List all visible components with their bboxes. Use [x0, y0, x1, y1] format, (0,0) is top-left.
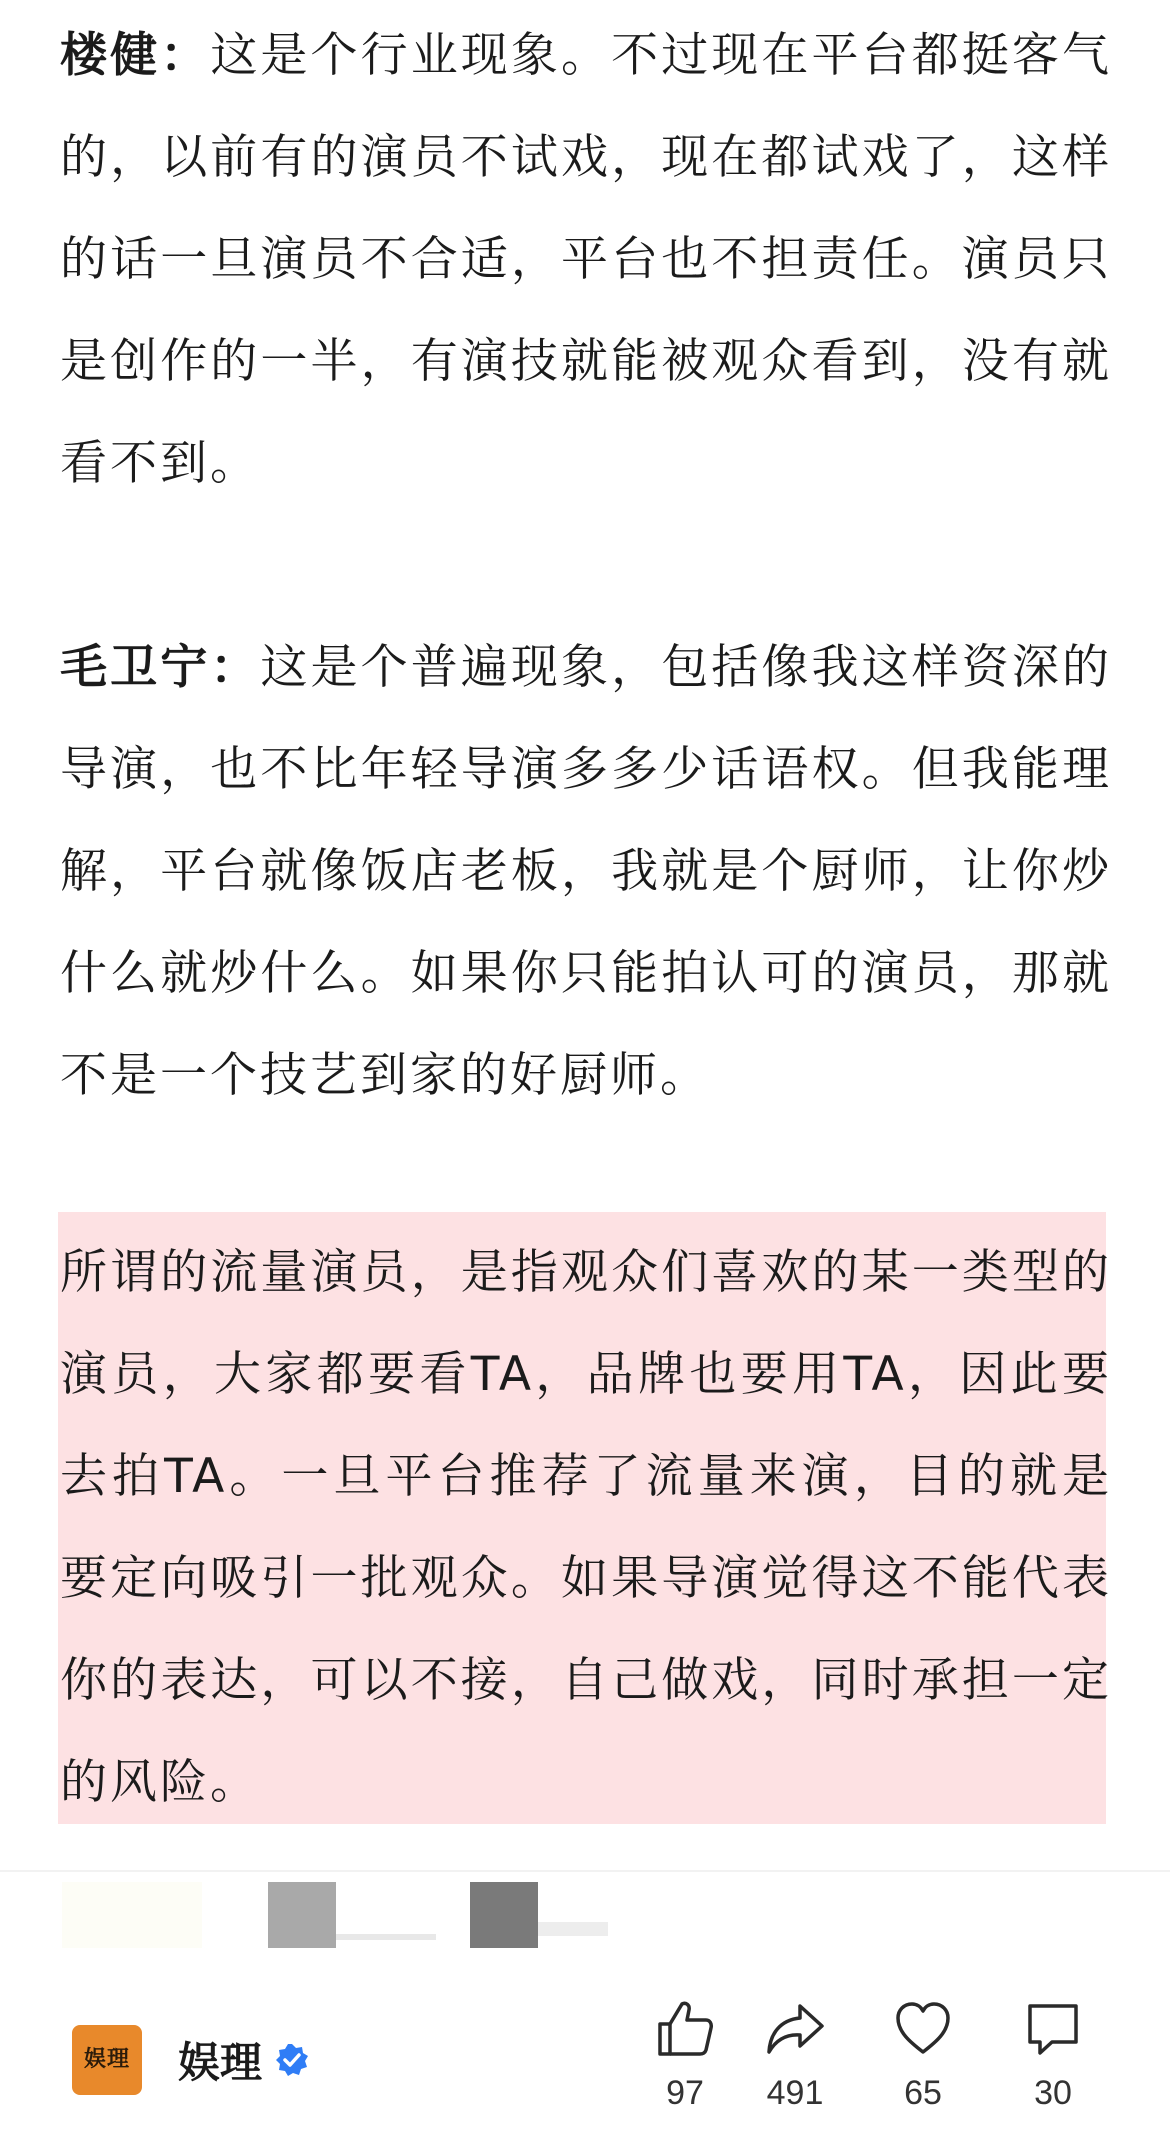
- verified-badge-icon: [274, 2042, 310, 2078]
- share-count: 491: [766, 2074, 824, 2112]
- paragraph-text: 这是个行业现象。不过现在平台都挺客气的，以前有的演员不试戏，现在都试戏了，这样的话一旦演员不合适，平台也不担责任。演员只是创作的一半，有演技就能被观众看到，没有就看不到。: [60, 28, 1113, 491]
- thumbnail: [62, 1882, 202, 1948]
- author-info[interactable]: [72, 2020, 310, 2100]
- heart-icon: [892, 1998, 954, 2060]
- comment-icon: [1022, 1998, 1084, 2060]
- thumbnail: [470, 1882, 538, 1948]
- thumbnail-caption-blur: [538, 1922, 608, 1936]
- comment-button[interactable]: [998, 1998, 1108, 2148]
- thumbs-up-icon: [654, 1998, 716, 2060]
- like-button[interactable]: [630, 1998, 740, 2148]
- paragraph-text: 这是个普遍现象，包括像我这样资深的导演，也不比年轻导演多多少话语权。但我能理解，平台就像饭店老板，我就是个厨师，让你炒什么就炒什么。如果你只能拍认可的演员，那就不是一个技艺到家的好厨师。: [60, 640, 1113, 1103]
- comment-count: 30: [1034, 2074, 1072, 2112]
- thumbnail: [268, 1882, 336, 1948]
- favorite-count: 65: [904, 2074, 942, 2112]
- paragraph-lou-jian: [60, 5, 1112, 515]
- share-button[interactable]: [740, 1998, 850, 2148]
- avatar-logo-text: 娱理: [83, 2047, 130, 2072]
- share-icon: [764, 1998, 826, 2060]
- like-count: 97: [666, 2074, 704, 2112]
- speaker-name: 毛卫宁：: [60, 640, 261, 695]
- divider: [0, 1870, 1170, 1872]
- author-name[interactable]: 娱理: [178, 2038, 263, 2087]
- action-bar: [630, 1998, 1150, 2148]
- avatar[interactable]: [72, 2025, 142, 2095]
- blurred-thumbnail-strip: [0, 1882, 1170, 1954]
- favorite-button[interactable]: [868, 1998, 978, 2148]
- paragraph-mao-weining: [60, 617, 1112, 1127]
- speaker-name: 楼健：: [60, 28, 211, 83]
- post-footer-bar: [0, 1980, 1170, 2154]
- thumbnail-caption-blur: [336, 1934, 436, 1940]
- highlighted-paragraph: 所谓的流量演员，是指观众们喜欢的某一类型的演员，大家都要看TA，品牌也要用TA，因此要去拍TA。一旦平台推荐了流量来演，目的就是要定向吸引一批观众。如果导演觉得这不能代表你的表达，可以不接，自己做戏，同时承担一定的风险。: [60, 1245, 1112, 1810]
